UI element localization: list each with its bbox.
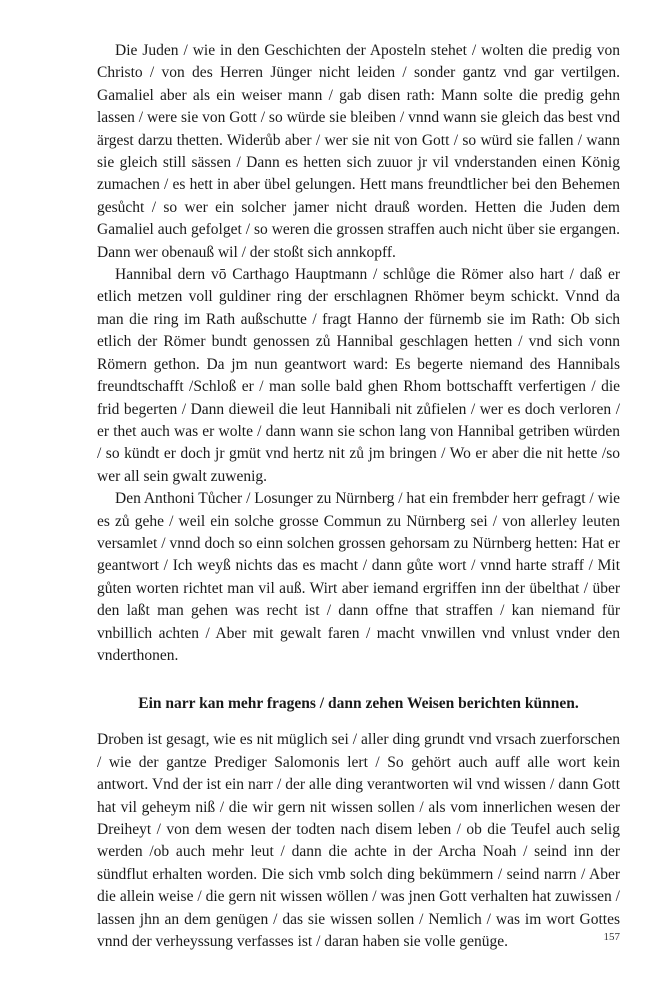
paragraph-hannibal: Hannibal dern vō Carthago Hauptmann / schlůge die Römer also hart / daß er etlich metzen voll guldiner ring der erschlagnen Rhömer beym schickt. Vnnd da man die ring im Rath außschutte / fragt Hanno der fürnemb sie im Rath: Ob sich etlich der Römer bundt genossen zů Hannibal geschlagen hetten / vnd sich vonn Römern gethon. Da jm nun geantwort ward: Es begerte niemand des Hannibals freundtschafft /Schloß er / man solle bald ghen Rhom bottschafft verfertigen / die frid begerten / Dann dieweil die leut Hannibali nit zůfielen / wer es doch verloren / er thet auch was er wolte / dann wann sie schon lang von Hannibal getriben würden / so kündt er doch jr gmüt vnd hertz nit zů jm bringen / Wo er aber die nit hette /so wer all sein gwalt zuwenig. [97,266,620,485]
section-heading: Ein narr kan mehr fragens / dann zehen Weisen berichten künnen. [138,695,579,713]
paragraph-anthoni-tucher: Den Anthoni Tůcher / Losunger zu Nürnberg / hat ein frembder herr gefragt / wie es zů gehe / weil ein solche grosse Commun zu Nürnberg sei / von allerley leuten versamlet / vnnd doch so einn solchen grossen gehorsam zu Nürnberg hetten: Hat er geantwort / Ich weyß nichts das es macht / dann gůte wort / vnnd harte straff / Mit gůten worten richtet man vil auß. Wirt aber iemand ergriffen inn der übelthat / über den laßt man gehen was recht ist / dann offne that straffen / kan niemand für vnbillich achten / Aber mit gewalt faren / macht vnwillen vnd vnlust vnder den vnderthonen. [97,490,620,664]
page-body [97,40,620,953]
paragraph-juden-gamaliel: Die Juden / wie in den Geschichten der Aposteln stehet / wolten die predig von Christo / von des Herren Jünger nicht leiden / sonder gantz vnd gar vertilgen. Gamaliel aber als ein weiser mann / gab disen rath: Mann solte die predig gehn lassen / were sie von Gott / so würde sie bleiben / vnnd wann sie gleich das best vnd ärgest darzu thetten. Widerůb aber / wer sie nit von Gott / so würd sie fallen / wann sie gleich still sässen / Dann es hetten sich zuuor jr vil vnderstanden einen König zumachen / es hett in aber übel gelungen. Hett mans freundtlicher bei den Behemen gesůcht / so wer ein solcher jamer nicht drauß worden. Hetten die Juden dem Gamaliel auch gefolget / so weren die grossen straffen auch nicht über sie ergangen. Dann wer obenauß wil / der stoßt sich annkopff. [97,42,620,261]
page-number: 157 [603,931,620,943]
paragraph-narr: Droben ist gesagt, wie es nit müglich sei / aller ding grundt vnd vrsach zuerforschen / wie der gantze Prediger Salomonis lert / So gehört auch auff alle wort kein antwort. Vnd der ist ein narr / der alle ding verantworten wil vnd wissen / dann Gott hat vil geheym niß / die wir gern nit wissen sollen / als vom innerlichen wesen der Dreiheyt / von dem wesen der todten nach disem leben / ob die Teufel auch selig werden /ob auch mehr leut / dann die achte in der Archa Noah / seind inn der sündflut erhalten worden. Die sich vmb solch ding bekümmern / seind narrn / Aber die allein weise / die gern nit wissen wöllen / was jnen Gott verhalten hat zuwissen / lassen jhn an dem genügen / das sie wissen sollen / Nemlich / was im wort Gottes vnnd der verheyssung verfasses ist / daran haben sie volle genüge. [97,731,620,951]
